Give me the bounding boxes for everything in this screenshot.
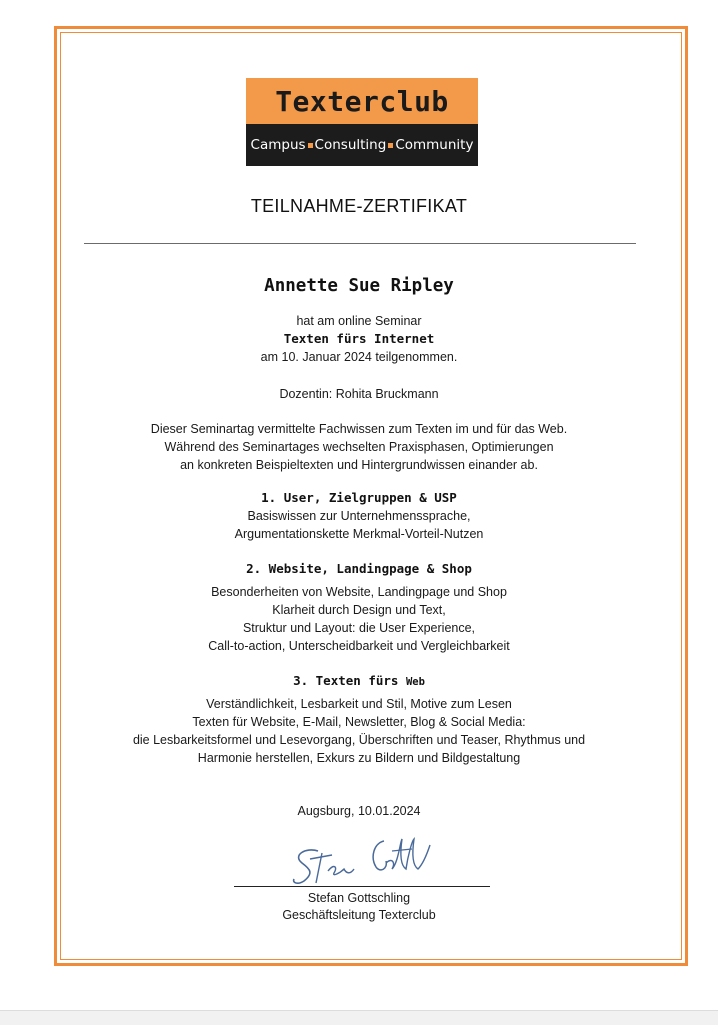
handwritten-signature [288,833,438,893]
lecturer-line: Dozentin: Rohita Bruckmann [279,387,439,401]
section-2-line: Besonderheiten von Website, Landingpage und Shop [211,585,507,599]
viewer-bottom-bar [0,1010,718,1025]
description-line-2: Während des Seminartages wechselten Praxisphasen, Optimierungen [164,440,554,454]
section-2-line: Call-to-action, Unterscheidbarkeit und Vergleichbarkeit [208,639,510,653]
signatory-role: Geschäftsleitung Texterclub [282,908,436,922]
tagline-separator [308,143,313,148]
section-3-line: die Lesbarkeitsformel und Lesevorgang, Überschriften und Teaser, Rhythmus und [132,733,586,747]
signature-line [234,886,490,887]
place-date: Augsburg, 10.01.2024 [297,804,421,818]
intro-line: hat am online Seminar [296,314,422,328]
date-line: am 10. Januar 2024 teilgenommen. [260,350,458,364]
texterclub-logo [246,78,478,166]
section-3-line: Harmonie herstellen, Exkurs zu Bildern und Bildgestaltung [197,751,521,765]
tagline-community: Community [395,137,474,153]
participant-name: Annette Sue Ripley [264,276,454,296]
seminar-title: Texten fürs Internet [283,331,435,346]
section-3-line: Texten für Website, E-Mail, Newsletter, Blog & Social Media: [192,715,526,729]
tagline-campus: Campus [250,137,306,153]
signatory-name: Stefan Gottschling [307,891,411,905]
tagline-consulting: Consulting [314,137,387,153]
section-2-line: Struktur und Layout: die User Experience, [242,621,476,635]
tagline-separator [388,143,393,148]
logo-wordmark: Texterclub [246,78,478,124]
certificate-heading: TEILNAHME-ZERTIFIKAT [250,196,468,216]
section-1-line: Argumentationskette Merkmal-Vorteil-Nutzen [234,527,484,541]
section-3-title-web: Web [405,676,425,688]
description-line-1: Dieser Seminartag vermittelte Fachwissen zum Texten im und für das Web. [150,422,568,436]
description-line-3: an konkreten Beispieltexten und Hintergrundwissen einander ab. [180,458,538,472]
logo-tagline [246,124,478,166]
section-1-line: Basiswissen zur Unternehmenssprache, [247,509,471,523]
heading-divider [84,243,636,244]
section-2-title: 2. Website, Landingpage & Shop [246,561,472,576]
section-3-title [0,673,718,688]
section-1-title: 1. User, Zielgruppen & USP [261,490,457,505]
section-3-line: Verständlichkeit, Lesbarkeit und Stil, Motive zum Lesen [206,697,512,711]
section-2-line: Klarheit durch Design und Text, [272,603,446,617]
section-3-title-main: 3. Texten fürs [293,673,406,688]
